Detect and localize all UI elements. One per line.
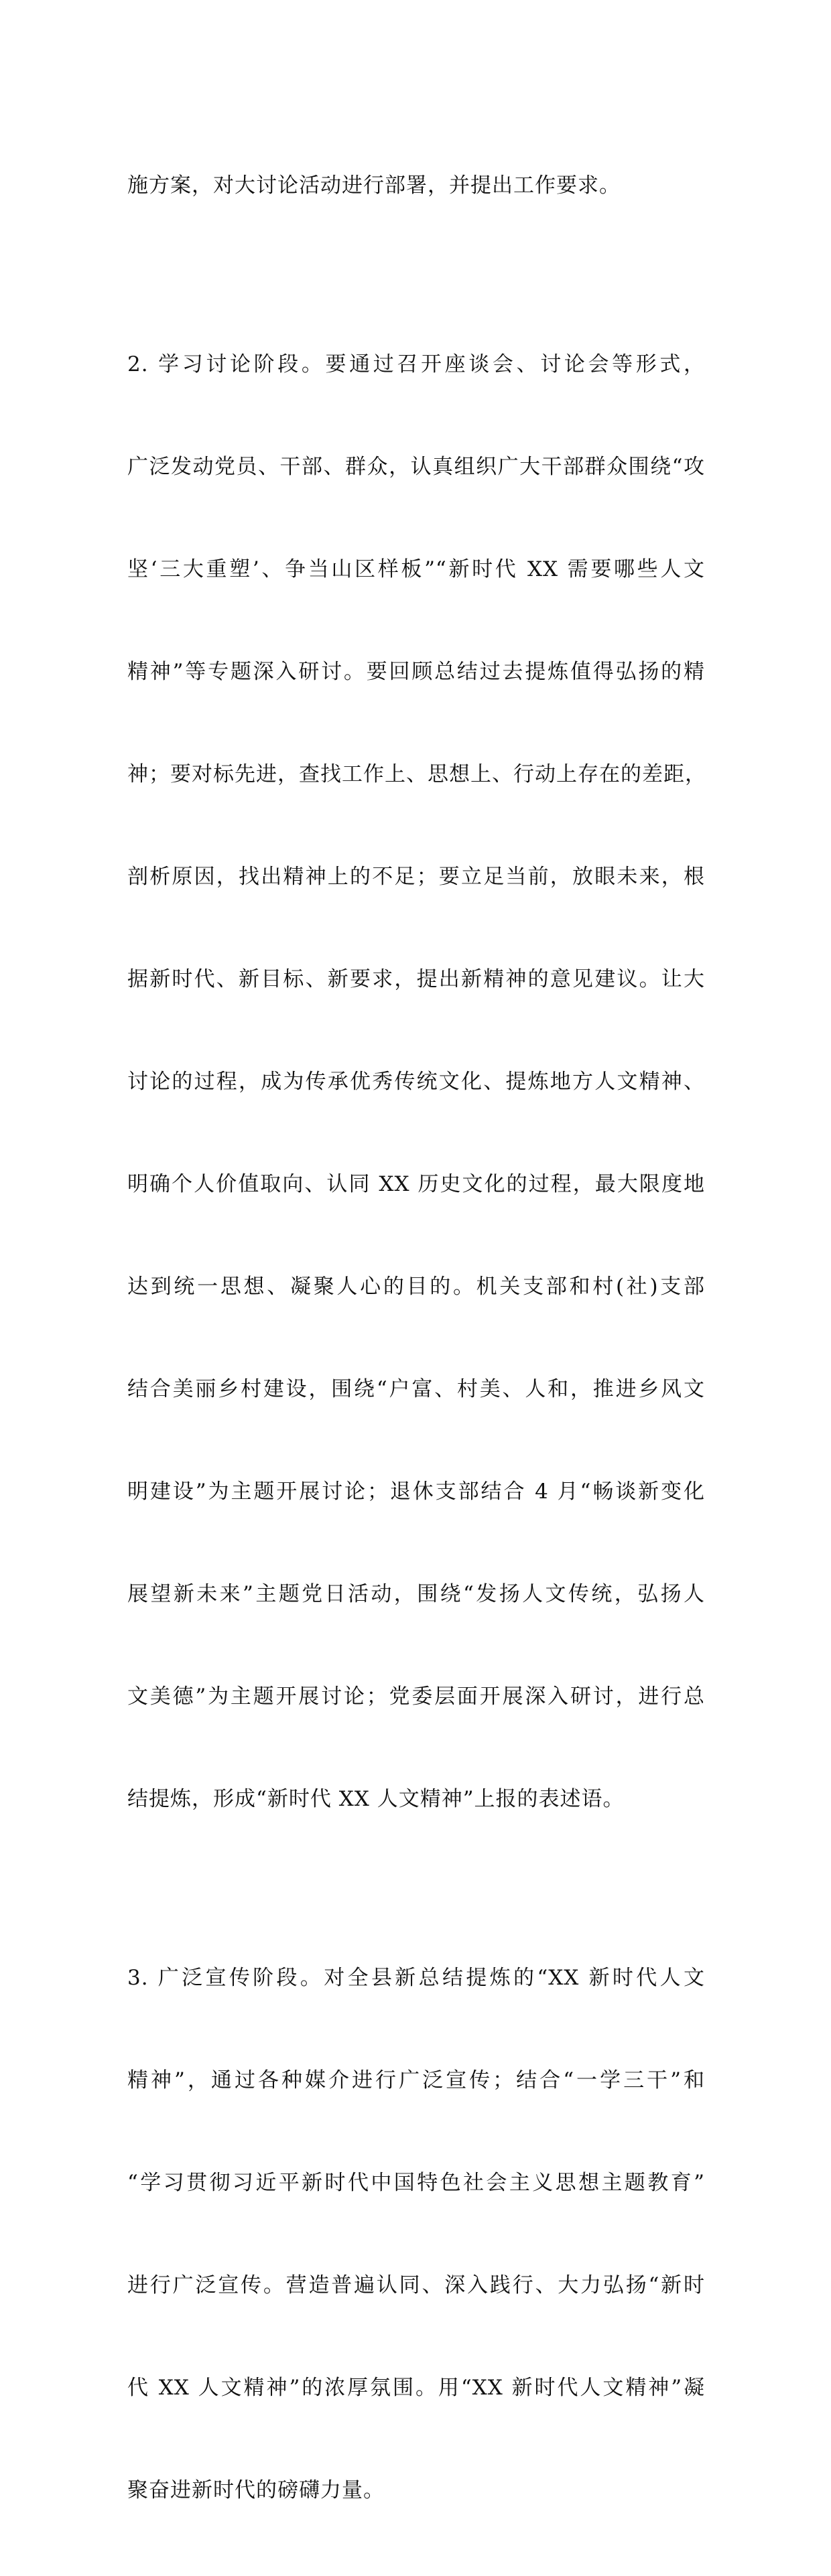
text-line: 坚‘三大重塑’、争当山区样板”“新时代 XX 需要哪些人文 bbox=[127, 557, 705, 581]
text-line: 达到统一思想、凝聚人心的目的。机关支部和村(社)支部 bbox=[127, 1275, 705, 1299]
text-line: 讨论的过程，成为传承优秀传统文化、提炼地方人文精神、 bbox=[127, 1070, 705, 1094]
paragraph-implementation-plan bbox=[127, 100, 705, 271]
paragraph-publicity-stage bbox=[127, 1893, 705, 2576]
text-line: 文美德”为主题开展讨论；党委层面开展深入研讨，进行总 bbox=[127, 1685, 705, 1709]
text-line: 明建设”为主题开展讨论；退休支部结合 4 月“畅谈新变化 bbox=[127, 1480, 705, 1504]
text-line: 施方案，对大讨论活动进行部署，并提出工作要求。 bbox=[127, 173, 621, 198]
text-line: 进行广泛宣传。营造普遍认同、深入践行、大力弘扬“新时 bbox=[127, 2273, 705, 2297]
text-line: 结合美丽乡村建设，围绕“户富、村美、人和，推进乡风文 bbox=[127, 1377, 705, 1401]
document-body bbox=[127, 100, 705, 2576]
text-line: 剖析原因，找出精神上的不足；要立足当前，放眼未来，根 bbox=[127, 865, 705, 889]
text-line: 广泛发动党员、干部、群众，认真组织广大干部群众围绕“攻 bbox=[127, 455, 705, 479]
text-line: 结提炼，形成“新时代 XX 人文精神”上报的表述语。 bbox=[127, 1787, 625, 1811]
text-line: 明确个人价值取向、认同 XX 历史文化的过程，最大限度地 bbox=[127, 1172, 705, 1196]
text-line: 3. 广泛宣传阶段。对全县新总结提炼的“XX 新时代人文 bbox=[127, 1966, 705, 1990]
paragraph-study-discussion-stage bbox=[127, 279, 705, 1885]
text-line: 据新时代、新目标、新要求，提出新精神的意见建议。让大 bbox=[127, 967, 705, 991]
text-line: 精神”等专题深入研讨。要回顾总结过去提炼值得弘扬的精 bbox=[127, 660, 705, 684]
text-line: 2. 学习讨论阶段。要通过召开座谈会、讨论会等形式， bbox=[127, 352, 705, 376]
text-line: 聚奋进新时代的磅礴力量。 bbox=[127, 2478, 385, 2502]
text-line: 神；要对标先进，查找工作上、思想上、行动上存在的差距， bbox=[127, 762, 706, 786]
text-line: 精神”，通过各种媒介进行广泛宣传；结合“一学三干”和 bbox=[127, 2068, 705, 2092]
text-line: 展望新未来”主题党日活动，围绕“发扬人文传统，弘扬人 bbox=[127, 1582, 705, 1606]
text-line: 代 XX 人文精神”的浓厚氛围。用“XX 新时代人文精神”凝 bbox=[127, 2376, 705, 2400]
text-line: “学习贯彻习近平新时代中国特色社会主义思想主题教育” bbox=[127, 2171, 705, 2195]
